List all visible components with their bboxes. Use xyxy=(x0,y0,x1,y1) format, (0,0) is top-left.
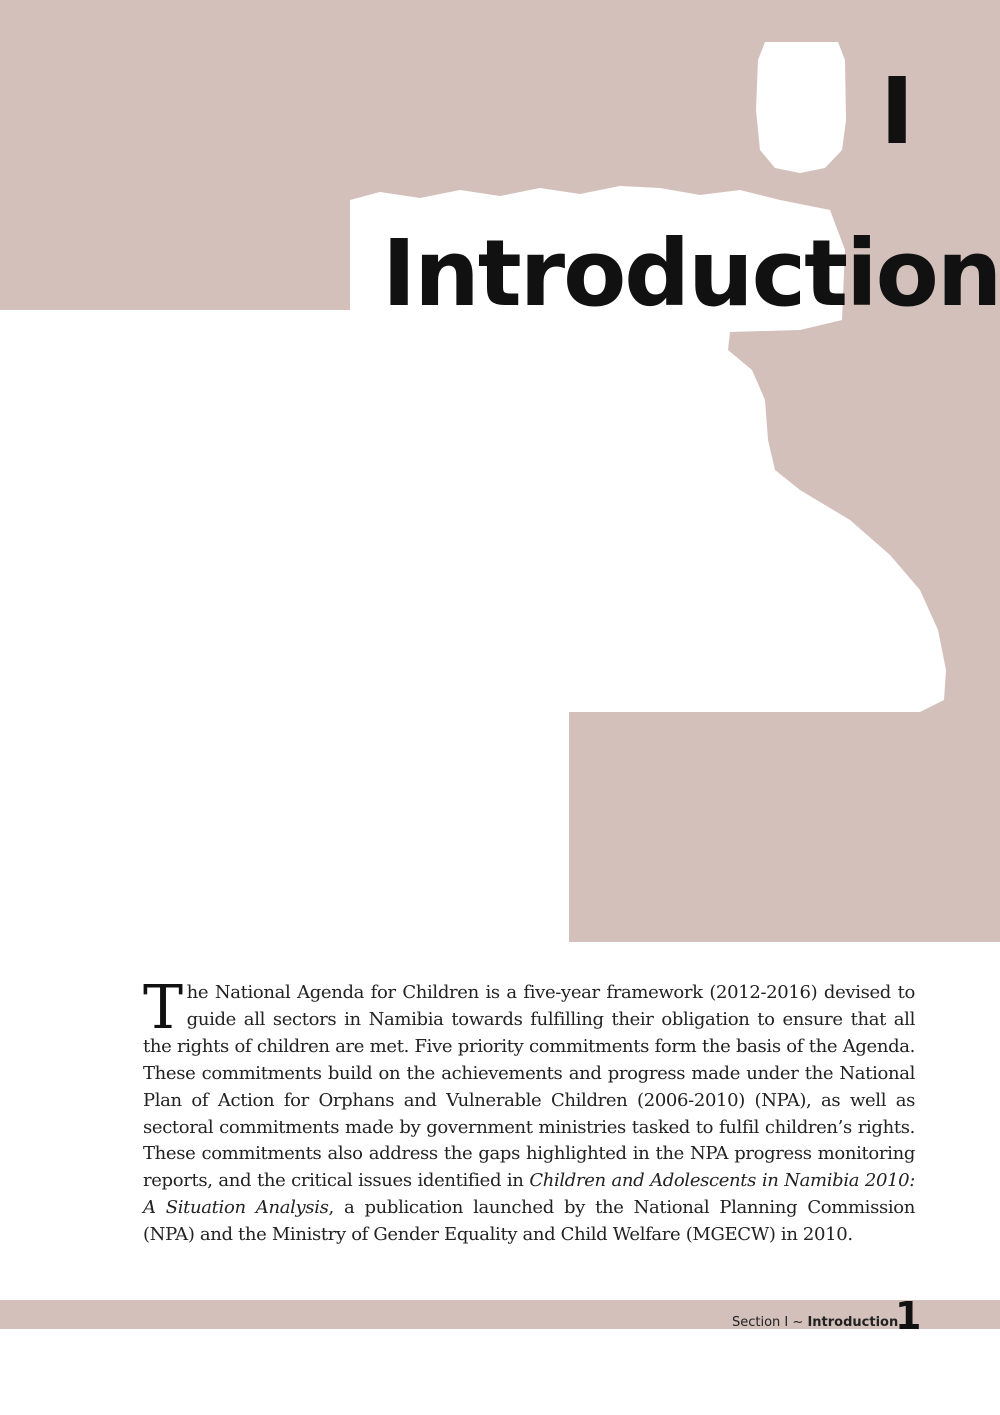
drop-cap: T xyxy=(143,973,183,1043)
intro-paragraph xyxy=(143,973,916,1249)
publication-title: Children and Adolescents in Namibia 2010: A Situation Analysis xyxy=(143,1170,916,1219)
section-numeral: I xyxy=(880,58,915,165)
footer-running-title xyxy=(732,1315,898,1330)
intro-text-part2: , a publication launched by the National Planning Commission (NPA) and the Ministry of Gender Equality and Child Welfare (MGECW) in 2010. xyxy=(143,1197,916,1246)
intro-text-part1: he National Agenda for Children is a five-year framework (2012-2016) devised to guide all sectors in Namibia towards fulfilling their obligation to ensure that all the rights of children are met. Five priority commitments form the basis of the Agenda. These commitments build on the achievements and progress made under the National Plan of Action for Orphans and Vulnerable Children (2006-2010) (NPA), as well as sectoral commitments made by government ministries tasked to fulfil children’s rights. These commitments also address the gaps highlighted in the NPA progress monitoring reports, and the critical issues identified in xyxy=(143,982,915,1192)
footer-section-label: Section I ~ xyxy=(732,1315,808,1330)
page-title: Introduction xyxy=(382,220,1000,327)
head-shape xyxy=(756,42,846,173)
page-number: 1 xyxy=(895,1294,922,1338)
footer-section-name: Introduction xyxy=(807,1315,899,1330)
